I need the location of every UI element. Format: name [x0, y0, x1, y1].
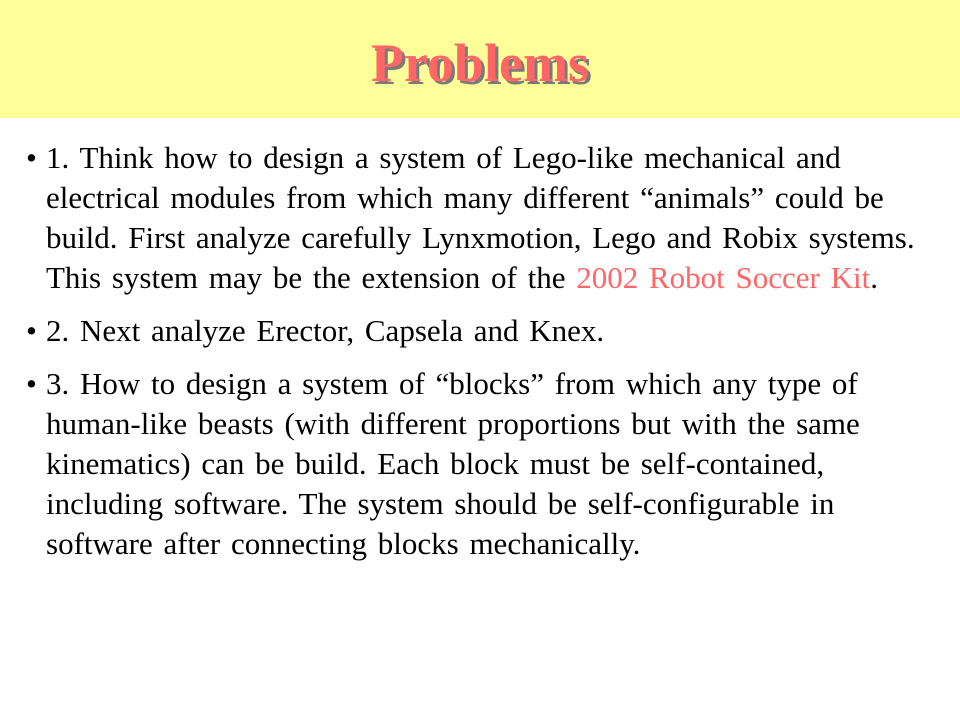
bullet-1-text: 1. Think how to design a system of Lego-like mechanical and electrical modules from which many different “animals” could be build. First analyze carefully Lynxmotion, Lego and Robix systems. This system may be the extension of the [46, 140, 915, 295]
bullet-2-text: 2. Next analyze Erector, Capsela and Knex. [46, 313, 605, 348]
bullet-3-text: 3. How to design a system of “blocks” from which any type of human-like beasts (with different proportions but with the same kinematics) can be build. Each block must be self-contained, including software. The system should be self-configurable in software after connecting blocks mechanically. [46, 366, 860, 561]
bullet-1-period: . [870, 260, 878, 295]
title-bar [0, 0, 960, 118]
bullet-list [30, 138, 945, 577]
robot-soccer-kit-link[interactable]: 2002 Robot Soccer Kit [576, 260, 871, 295]
bullet-item-3 [30, 364, 945, 564]
bullet-item-2 [30, 311, 945, 351]
slide-title: Problems [371, 33, 589, 93]
bullet-item-1 [30, 138, 945, 298]
